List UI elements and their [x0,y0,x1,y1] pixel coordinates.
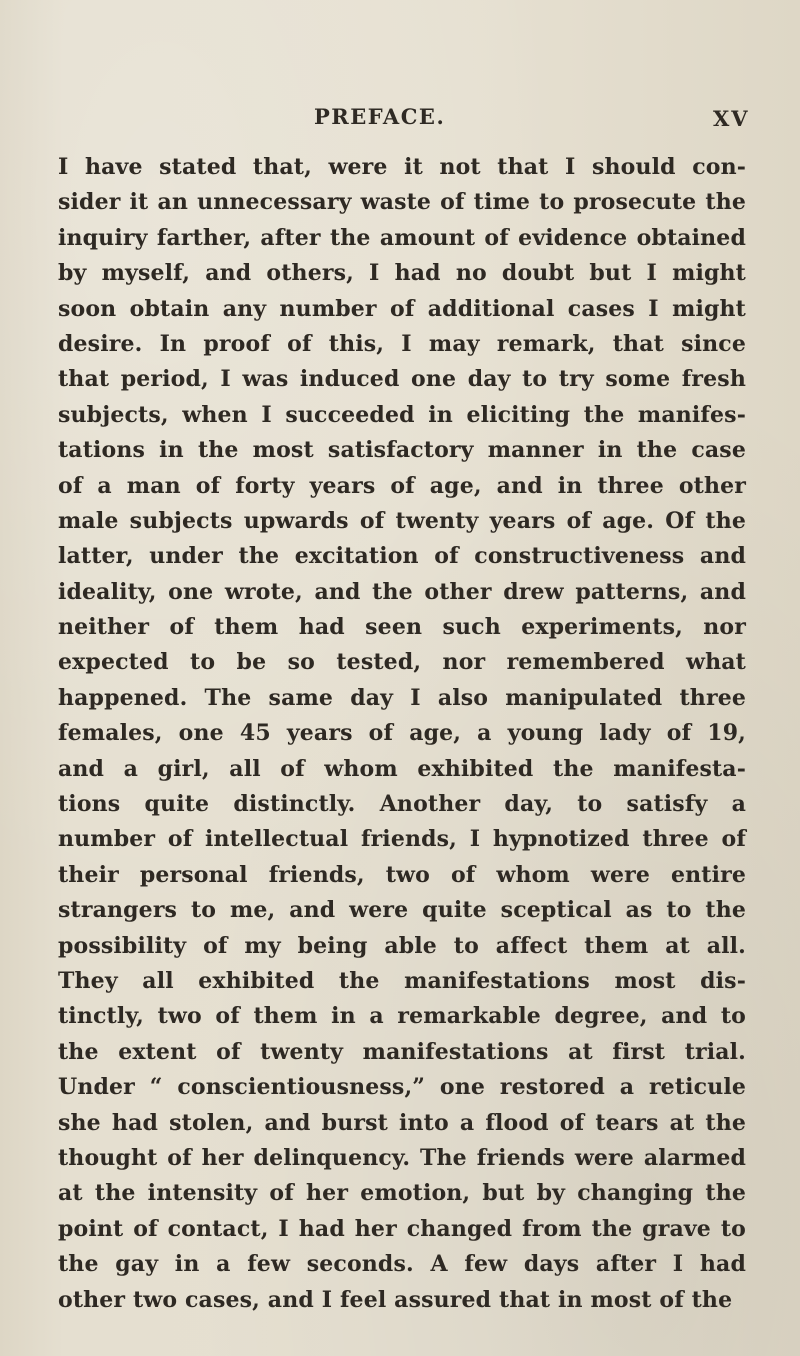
text-line: subjects, when I succeeded in eliciting the manifes- [58,401,746,428]
text-line: the gay in a few seconds. A few days after I had [58,1251,746,1278]
text-line: other two cases, and I feel assured that in most of the [58,1286,733,1313]
text-line: by myself, and others, I had no doubt but I might [58,260,746,287]
text-line: inquiry farther, after the amount of evidence obtained [58,224,746,251]
text-line: desire. In proof of this, I may remark, that since [58,330,746,357]
text-line: neither of them had seen such experiments, nor [58,614,746,641]
text-line: at the intensity of her emotion, but by changing the [58,1180,746,1207]
text-line: expected to be so tested, nor remembered what [58,649,746,676]
text-line: number of intellectual friends, I hypnotized three of [58,826,746,853]
text-line: Under “ conscientiousness,” one restored a reticule [58,1074,746,1101]
text-line: their personal friends, two of whom were entire [58,861,746,888]
text-line: tinctly, two of them in a remarkable degree, and to [58,1003,746,1030]
text-line: females, one 45 years of age, a young lady of 19, [58,720,746,747]
text-line: sider it an unnecessary waste of time to prosecute the [58,189,746,216]
text-line: They all exhibited the manifestations most dis- [58,967,746,994]
text-line: strangers to me, and were quite sceptical as to the [58,897,746,924]
text-line: latter, under the excitation of constructiveness and [58,543,746,570]
text-line: the extent of twenty manifestations at first trial. [58,1038,746,1065]
body-text [58,150,746,1318]
text-line: of a man of forty years of age, and in three other [58,472,746,499]
text-line: and a girl, all of whom exhibited the manifesta- [58,755,746,782]
text-line: soon obtain any number of additional cases I might [58,295,746,322]
text-line: thought of her delinquency. The friends were alarmed [58,1144,746,1171]
text-line: happened. The same day I also manipulated three [58,684,746,711]
running-head-title: PREFACE. [314,104,446,129]
text-line: she had stolen, and burst into a flood of tears at the [58,1109,746,1136]
text-line: I have stated that, were it not that I should con- [58,154,746,180]
text-line: male subjects upwards of twenty years of age. Of the [58,507,746,534]
text-line: possibility of my being able to affect them at all. [58,932,746,959]
text-line: that period, I was induced one day to try some fresh [58,366,746,393]
text-line: ideality, one wrote, and the other drew patterns, and [58,578,746,605]
text-line: point of contact, I had her changed from the grave to [58,1215,746,1242]
running-head [0,104,800,136]
page-number: XV [713,106,750,131]
text-line: tions quite distinctly. Another day, to satisfy a [58,791,746,818]
text-line: tations in the most satisfactory manner in the case [58,437,746,464]
